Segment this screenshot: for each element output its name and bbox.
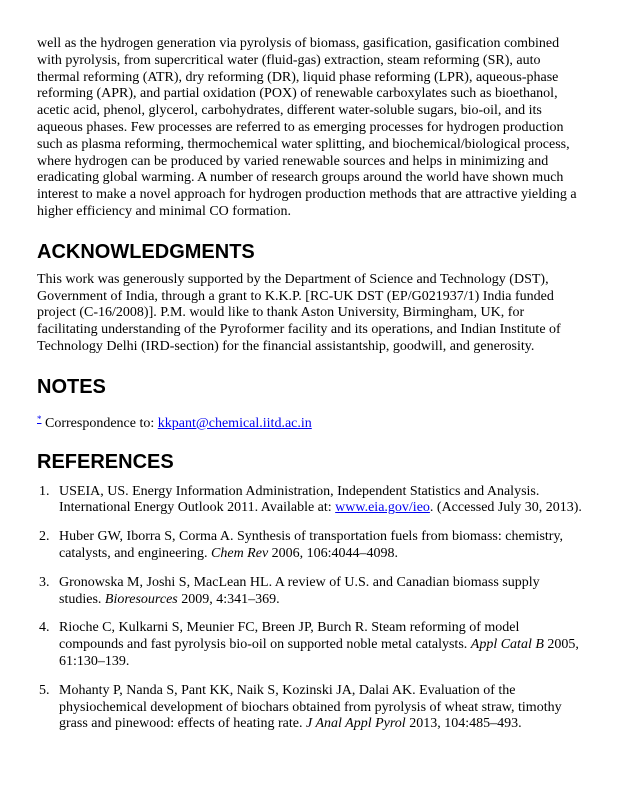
correspondence-note: [37, 411, 585, 433]
notes-heading: NOTES: [37, 375, 106, 398]
reference-text: Mohanty P, Nanda S, Pant KK, Naik S, Kozinski JA, Dalai AK. Evaluation of the physiochemical development of biochars obtained from pyrolysis of wheat straw, timothy grass and pinewood: effects of heating rate.: [59, 682, 562, 732]
reference-item: [37, 620, 585, 670]
footnote-marker-link[interactable]: *: [37, 413, 42, 424]
reference-item: [37, 683, 585, 733]
reference-url-link[interactable]: www.eia.gov/ieo: [335, 500, 430, 516]
intro-paragraph: well as the hydrogen generation via pyrolysis of biomass, gasification, gasification combined with pyrolysis, from supercritical water (fluid-gas) extraction, steam reforming (SR), auto thermal reforming (ATR), dry reforming (DR), liquid phase reforming (LPR), aqueous-phase reforming (APR), and partial oxidation (POX) of renewable carboxylates such as bioethanol, acetic acid, phenol, glycerol, carbohydrates, different water-soluble sugars, bio-oil, and its aqueous phases. Few processes are referred to as emerging processes for hydrogen production such as plasma reforming, thermochemical water splitting, and biochemical/biological process, where hydrogen can be produced by varied renewable sources and helps in minimizing and eradicating global warming. A number of research groups around the world have shown much interest to make a novel approach for hydrogen production methods that are attractive yielding a higher efficiency and minimal CO formation.: [37, 36, 577, 219]
reference-text: Rioche C, Kulkarni S, Meunier FC, Breen JP, Burch R. Steam reforming of model compounds and fast pyrolysis bio-oil on supported noble metal catalysts.: [59, 620, 520, 653]
acknowledgments-heading: ACKNOWLEDGMENTS: [37, 240, 255, 263]
reference-text: Huber GW, Iborra S, Corma A. Synthesis of transportation fuels from biomass: chemistry, catalysts, and engineering.: [59, 529, 564, 561]
reference-text: Gronowska M, Joshi S, MacLean HL. A review of U.S. and Canadian biomass supply studies.: [59, 574, 540, 607]
acknowledgments-text: This work was generously supported by the Department of Science and Technology (DST), Government of India, through a grant to K.K.P. [RC-UK DST (EP/G021937/1) India funded project (C-16/2008)]. P.M. would like to thank Aston University, Birmingham, UK, for facilitating understanding of the Pyroformer facility and its operations, and Indian Institute of Technology Delhi (IRD-section) for the financial assistantship, goodwill, and generosity.: [37, 271, 561, 354]
correspondence-email-link[interactable]: kkpant@chemical.iitd.ac.in: [157, 415, 312, 431]
references-heading: REFERENCES: [37, 450, 174, 473]
reference-item: [37, 575, 585, 609]
reference-citation: 2009, 4:341–369.: [177, 591, 280, 607]
reference-citation: 2006, 106:4044–4098.: [268, 545, 399, 561]
reference-item: [37, 484, 585, 518]
reference-number: 5.: [39, 682, 50, 698]
reference-journal: J Anal Appl Pyrol: [306, 716, 406, 732]
reference-text-end: . (Accessed July 30, 2013).: [429, 500, 582, 516]
page-content: [37, 36, 585, 745]
reference-citation: 2005, 61:130–139.: [59, 637, 579, 669]
references-list: [37, 484, 585, 734]
reference-text: USEIA, US. Energy Information Administration, Independent Statistics and Analysis. International Energy Outlook 2011. Available at:: [59, 483, 540, 516]
reference-number: 1.: [39, 483, 50, 499]
correspondence-prefix: Correspondence to:: [45, 415, 158, 431]
reference-item: [37, 529, 585, 563]
reference-number: 3.: [39, 574, 50, 590]
reference-number: 2.: [39, 529, 50, 545]
reference-journal: Chem Rev: [211, 545, 269, 561]
reference-number: 4.: [39, 620, 50, 636]
reference-citation: 2013, 104:485–493.: [405, 716, 522, 732]
reference-journal: Appl Catal B: [470, 637, 544, 653]
reference-journal: Bioresources: [104, 591, 178, 607]
